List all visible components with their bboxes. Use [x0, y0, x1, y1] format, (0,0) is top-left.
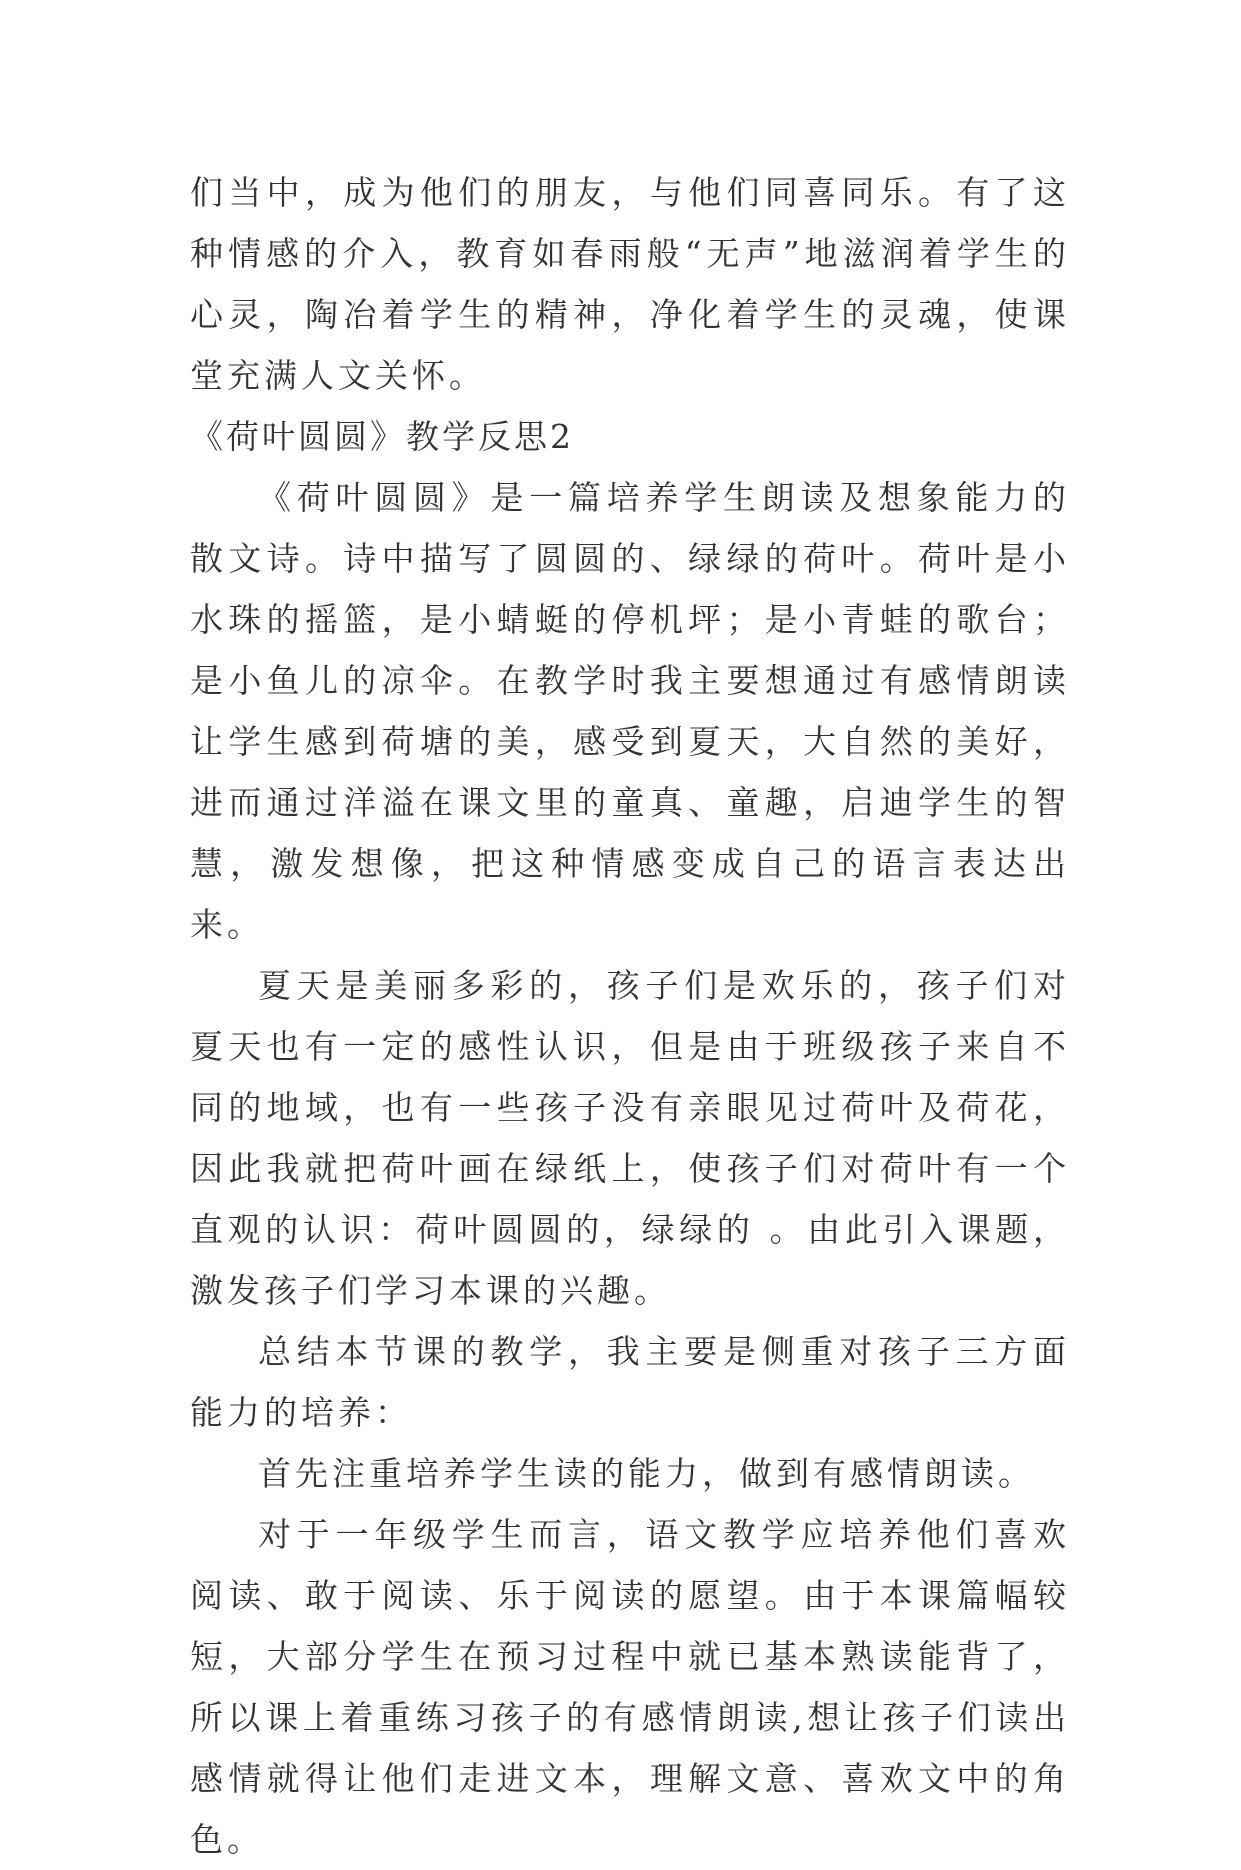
document-body — [190, 162, 1070, 1870]
paragraph-intro: 《荷叶圆圆》是一篇培养学生朗读及想象能力的散文诗。诗中描写了圆圆的、绿绿的荷叶。荷叶是小水珠的摇篮，是小蜻蜓的停机坪；是小青蛙的歌台；是小鱼儿的凉伞。在教学时我主要想通过有感情朗读让学生感到荷塘的美，感受到夏天，大自然的美好，进而通过洋溢在课文里的童真、童趣，启迪学生的智慧，激发想像，把这种情感变成自己的语言表达出来。 — [190, 478, 1070, 944]
paragraph-summary: 总结本节课的教学，我主要是侧重对孩子三方面能力的培养： — [190, 1332, 1070, 1432]
paragraph-reading-ability: 首先注重培养学生读的能力，做到有感情朗读。 — [258, 1454, 1035, 1493]
continuation-paragraph: 们当中，成为他们的朋友，与他们同喜同乐。有了这种情感的介入，教育如春雨般“无声”地滋润着学生的心灵，陶冶着学生的精神，净化着学生的灵魂，使课堂充满人文关怀。 — [190, 173, 1070, 395]
section-title: 《荷叶圆圆》教学反思2 — [190, 417, 574, 456]
paragraph-first-grade: 对于一年级学生而言，语文教学应培养他们喜欢阅读、敢于阅读、乐于阅读的愿望。由于本课篇幅较短，大部分学生在预习过程中就已基本熟读能背了，所以课上着重练习孩子的有感情朗读,想让孩子们读出感情就得让他们走进文本，理解文意、喜欢文中的角色。 — [190, 1515, 1070, 1859]
paragraph-summer: 夏天是美丽多彩的，孩子们是欢乐的，孩子们对夏天也有一定的感性认识，但是由于班级孩子来自不同的地域，也有一些孩子没有亲眼见过荷叶及荷花，因此我就把荷叶画在绿纸上，使孩子们对荷叶有一个直观的认识：荷叶圆圆的，绿绿的 。由此引入课题，激发孩子们学习本课的兴趣。 — [190, 966, 1070, 1310]
